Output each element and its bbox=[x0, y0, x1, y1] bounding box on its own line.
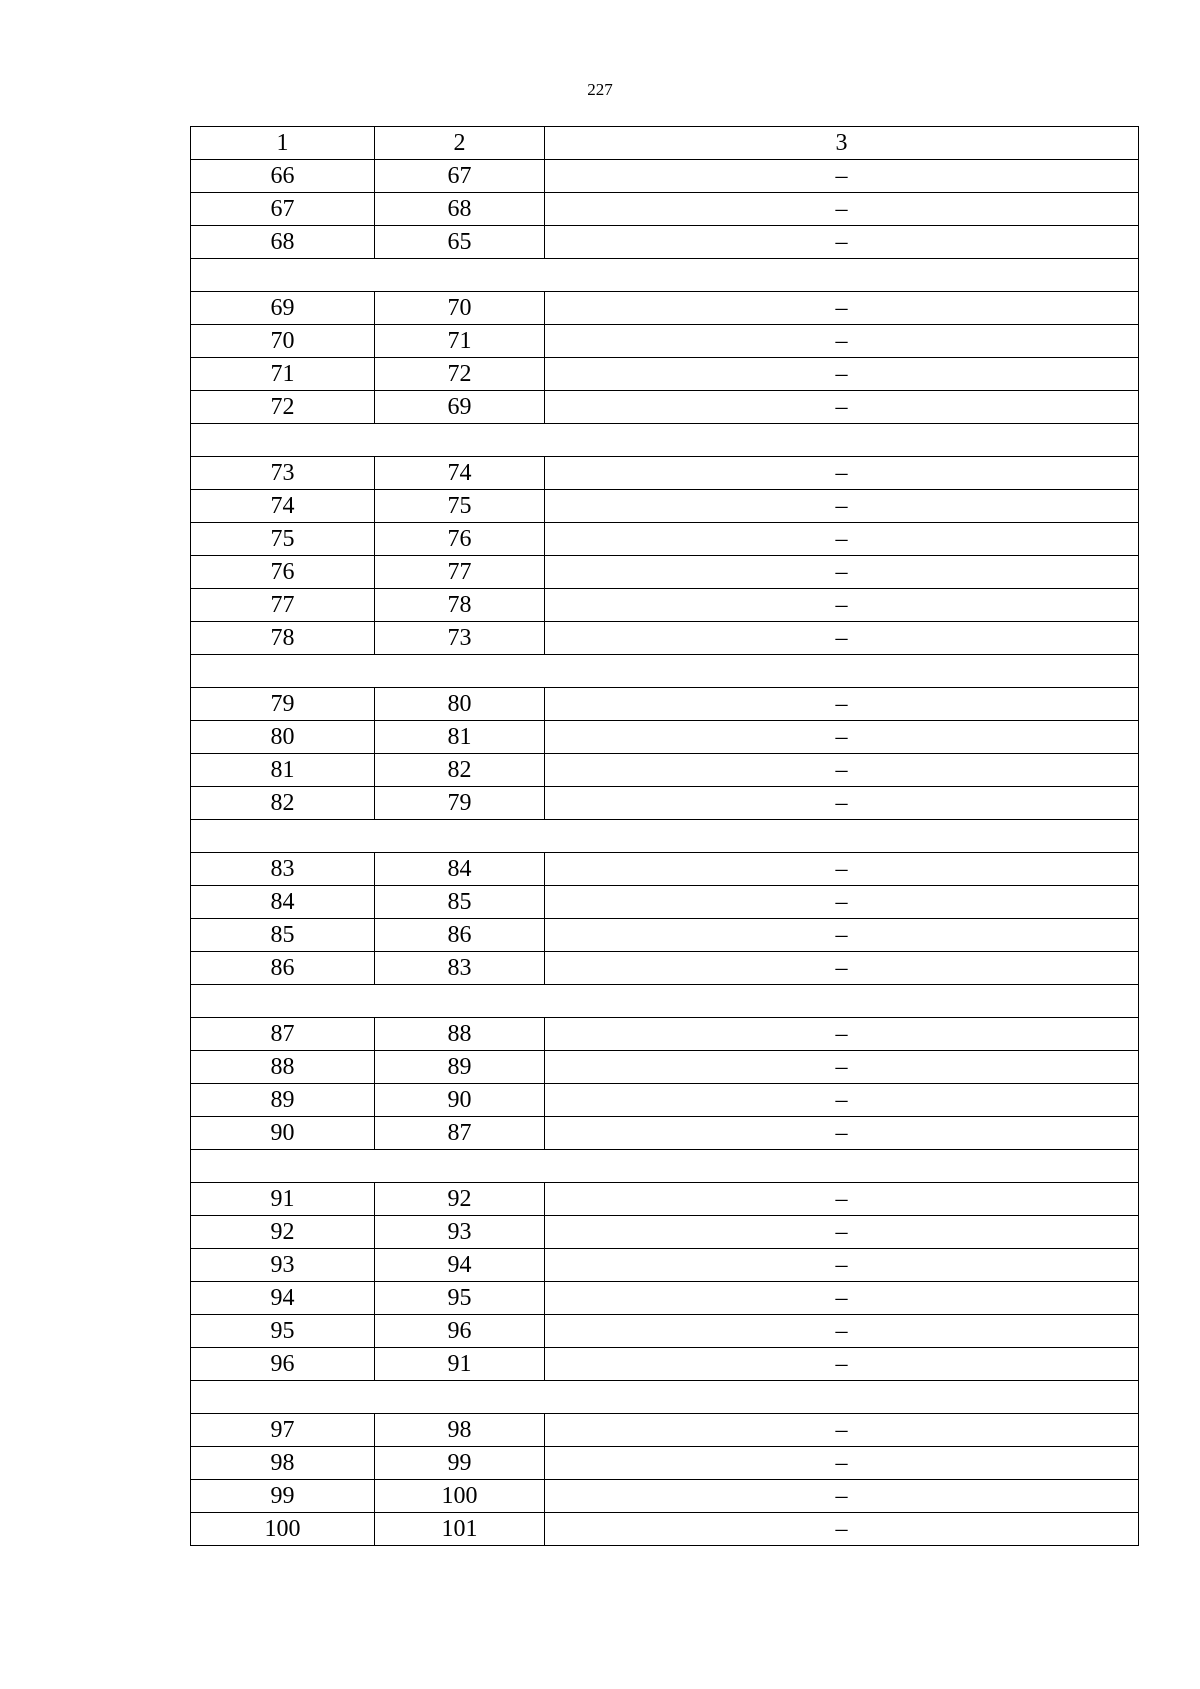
table-row bbox=[191, 919, 1139, 952]
table-row bbox=[191, 853, 1139, 886]
table-cell-col2: 85 bbox=[375, 886, 545, 919]
table-cell-col3: – bbox=[545, 853, 1139, 886]
table-row bbox=[191, 1282, 1139, 1315]
table-cell-col1: 71 bbox=[191, 358, 375, 391]
table-cell-col2: 99 bbox=[375, 1447, 545, 1480]
header-cell: 2 bbox=[375, 127, 545, 160]
table-row bbox=[191, 1315, 1139, 1348]
table-cell-col2: 71 bbox=[375, 325, 545, 358]
table-cell-col3: – bbox=[545, 1447, 1139, 1480]
table-cell-col1: 75 bbox=[191, 523, 375, 556]
table-cell-col1: 90 bbox=[191, 1117, 375, 1150]
group-separator-row bbox=[191, 259, 1139, 292]
table-cell-col1: 88 bbox=[191, 1051, 375, 1084]
table-cell-col1: 99 bbox=[191, 1480, 375, 1513]
table-cell-col3: – bbox=[545, 193, 1139, 226]
table-cell-col3: – bbox=[545, 1414, 1139, 1447]
table-cell-col3: – bbox=[545, 1117, 1139, 1150]
table-row bbox=[191, 457, 1139, 490]
table-cell-col3: – bbox=[545, 1348, 1139, 1381]
table-cell-col2: 77 bbox=[375, 556, 545, 589]
header-row bbox=[191, 127, 1139, 160]
table-cell-col2: 79 bbox=[375, 787, 545, 820]
table-cell-col3: – bbox=[545, 1249, 1139, 1282]
group-separator-row bbox=[191, 1150, 1139, 1183]
table-cell-col3: – bbox=[545, 1282, 1139, 1315]
table-cell-col3: – bbox=[545, 391, 1139, 424]
table-cell-col1: 83 bbox=[191, 853, 375, 886]
table-cell-col1: 87 bbox=[191, 1018, 375, 1051]
data-table bbox=[190, 126, 1139, 1546]
table-cell-col3: – bbox=[545, 1216, 1139, 1249]
table-cell-col2: 95 bbox=[375, 1282, 545, 1315]
table-cell-col1: 80 bbox=[191, 721, 375, 754]
table-cell-col1: 82 bbox=[191, 787, 375, 820]
table-row bbox=[191, 688, 1139, 721]
table-cell-col3: – bbox=[545, 754, 1139, 787]
table-row bbox=[191, 490, 1139, 523]
table-cell-col3: – bbox=[545, 556, 1139, 589]
table-cell-col3: – bbox=[545, 358, 1139, 391]
table-cell-col1: 100 bbox=[191, 1513, 375, 1546]
table-cell-col2: 93 bbox=[375, 1216, 545, 1249]
empty-separator-cell bbox=[191, 1381, 1139, 1414]
table-cell-col3: – bbox=[545, 787, 1139, 820]
table-row bbox=[191, 1414, 1139, 1447]
table-cell-col1: 94 bbox=[191, 1282, 375, 1315]
table-row bbox=[191, 1183, 1139, 1216]
table-cell-col3: – bbox=[545, 226, 1139, 259]
table-cell-col1: 68 bbox=[191, 226, 375, 259]
table-cell-col1: 77 bbox=[191, 589, 375, 622]
table-cell-col2: 98 bbox=[375, 1414, 545, 1447]
table-row bbox=[191, 721, 1139, 754]
table-cell-col3: – bbox=[545, 523, 1139, 556]
table-row bbox=[191, 1216, 1139, 1249]
table-cell-col2: 89 bbox=[375, 1051, 545, 1084]
table-cell-col1: 76 bbox=[191, 556, 375, 589]
table-cell-col3: – bbox=[545, 1183, 1139, 1216]
table-cell-col2: 67 bbox=[375, 160, 545, 193]
table-cell-col3: – bbox=[545, 688, 1139, 721]
table-row bbox=[191, 325, 1139, 358]
empty-separator-cell bbox=[191, 1150, 1139, 1183]
table-cell-col2: 96 bbox=[375, 1315, 545, 1348]
table-cell-col2: 81 bbox=[375, 721, 545, 754]
empty-separator-cell bbox=[191, 655, 1139, 688]
table-cell-col1: 97 bbox=[191, 1414, 375, 1447]
table-cell-col1: 84 bbox=[191, 886, 375, 919]
table-row bbox=[191, 1513, 1139, 1546]
empty-separator-cell bbox=[191, 985, 1139, 1018]
table-row bbox=[191, 292, 1139, 325]
table-cell-col2: 78 bbox=[375, 589, 545, 622]
table-cell-col3: – bbox=[545, 721, 1139, 754]
group-separator-row bbox=[191, 424, 1139, 457]
table-row bbox=[191, 1348, 1139, 1381]
table-cell-col3: – bbox=[545, 1315, 1139, 1348]
table-cell-col3: – bbox=[545, 457, 1139, 490]
table-cell-col1: 91 bbox=[191, 1183, 375, 1216]
table-row bbox=[191, 589, 1139, 622]
table-cell-col2: 87 bbox=[375, 1117, 545, 1150]
empty-separator-cell bbox=[191, 424, 1139, 457]
page-number: 227 bbox=[587, 80, 613, 99]
group-separator-row bbox=[191, 1381, 1139, 1414]
table-cell-col3: – bbox=[545, 886, 1139, 919]
table-cell-col3: – bbox=[545, 1084, 1139, 1117]
table-cell-col1: 69 bbox=[191, 292, 375, 325]
table-row bbox=[191, 622, 1139, 655]
group-separator-row bbox=[191, 985, 1139, 1018]
table-cell-col3: – bbox=[545, 325, 1139, 358]
table-cell-col2: 74 bbox=[375, 457, 545, 490]
table-cell-col3: – bbox=[545, 160, 1139, 193]
table-cell-col3: – bbox=[545, 589, 1139, 622]
table-row bbox=[191, 358, 1139, 391]
table-cell-col2: 82 bbox=[375, 754, 545, 787]
table-row bbox=[191, 1447, 1139, 1480]
table-cell-col2: 101 bbox=[375, 1513, 545, 1546]
table-cell-col3: – bbox=[545, 952, 1139, 985]
table-row bbox=[191, 1051, 1139, 1084]
table-cell-col2: 75 bbox=[375, 490, 545, 523]
table-row bbox=[191, 886, 1139, 919]
table-cell-col1: 74 bbox=[191, 490, 375, 523]
table-cell-col3: – bbox=[545, 490, 1139, 523]
group-separator-row bbox=[191, 820, 1139, 853]
table-body bbox=[191, 127, 1139, 1546]
table-cell-col2: 65 bbox=[375, 226, 545, 259]
table-cell-col3: – bbox=[545, 622, 1139, 655]
table-cell-col1: 78 bbox=[191, 622, 375, 655]
table-cell-col1: 72 bbox=[191, 391, 375, 424]
table-cell-col3: – bbox=[545, 1051, 1139, 1084]
table-row bbox=[191, 226, 1139, 259]
table-cell-col3: – bbox=[545, 292, 1139, 325]
table-cell-col1: 95 bbox=[191, 1315, 375, 1348]
table-cell-col2: 91 bbox=[375, 1348, 545, 1381]
table-cell-col1: 70 bbox=[191, 325, 375, 358]
table-cell-col2: 84 bbox=[375, 853, 545, 886]
header-cell: 1 bbox=[191, 127, 375, 160]
table-cell-col3: – bbox=[545, 1018, 1139, 1051]
table-row bbox=[191, 391, 1139, 424]
table-cell-col3: – bbox=[545, 1480, 1139, 1513]
table-row bbox=[191, 523, 1139, 556]
table-cell-col2: 86 bbox=[375, 919, 545, 952]
table-cell-col1: 89 bbox=[191, 1084, 375, 1117]
group-separator-row bbox=[191, 655, 1139, 688]
table-row bbox=[191, 754, 1139, 787]
table-cell-col2: 88 bbox=[375, 1018, 545, 1051]
table-cell-col3: – bbox=[545, 1513, 1139, 1546]
table-cell-col1: 86 bbox=[191, 952, 375, 985]
table-cell-col2: 76 bbox=[375, 523, 545, 556]
table-cell-col1: 93 bbox=[191, 1249, 375, 1282]
table-cell-col2: 68 bbox=[375, 193, 545, 226]
table-cell-col2: 80 bbox=[375, 688, 545, 721]
table-row bbox=[191, 1480, 1139, 1513]
table-row bbox=[191, 787, 1139, 820]
table-row bbox=[191, 193, 1139, 226]
table-cell-col1: 96 bbox=[191, 1348, 375, 1381]
table-cell-col1: 73 bbox=[191, 457, 375, 490]
table-cell-col2: 72 bbox=[375, 358, 545, 391]
table-row bbox=[191, 556, 1139, 589]
table-row bbox=[191, 952, 1139, 985]
table-cell-col2: 100 bbox=[375, 1480, 545, 1513]
table-cell-col2: 90 bbox=[375, 1084, 545, 1117]
table-cell-col1: 92 bbox=[191, 1216, 375, 1249]
table-cell-col1: 79 bbox=[191, 688, 375, 721]
header-cell: 3 bbox=[545, 127, 1139, 160]
table-cell-col2: 83 bbox=[375, 952, 545, 985]
empty-separator-cell bbox=[191, 820, 1139, 853]
table-row bbox=[191, 1018, 1139, 1051]
empty-separator-cell bbox=[191, 259, 1139, 292]
table-cell-col2: 69 bbox=[375, 391, 545, 424]
table-row bbox=[191, 1084, 1139, 1117]
table-cell-col1: 67 bbox=[191, 193, 375, 226]
table-cell-col1: 85 bbox=[191, 919, 375, 952]
table-cell-col2: 94 bbox=[375, 1249, 545, 1282]
table-cell-col1: 66 bbox=[191, 160, 375, 193]
table-cell-col2: 70 bbox=[375, 292, 545, 325]
table-cell-col1: 81 bbox=[191, 754, 375, 787]
table-row bbox=[191, 160, 1139, 193]
table-cell-col1: 98 bbox=[191, 1447, 375, 1480]
table-row bbox=[191, 1117, 1139, 1150]
table-cell-col2: 73 bbox=[375, 622, 545, 655]
table-cell-col3: – bbox=[545, 919, 1139, 952]
table-cell-col2: 92 bbox=[375, 1183, 545, 1216]
table-row bbox=[191, 1249, 1139, 1282]
